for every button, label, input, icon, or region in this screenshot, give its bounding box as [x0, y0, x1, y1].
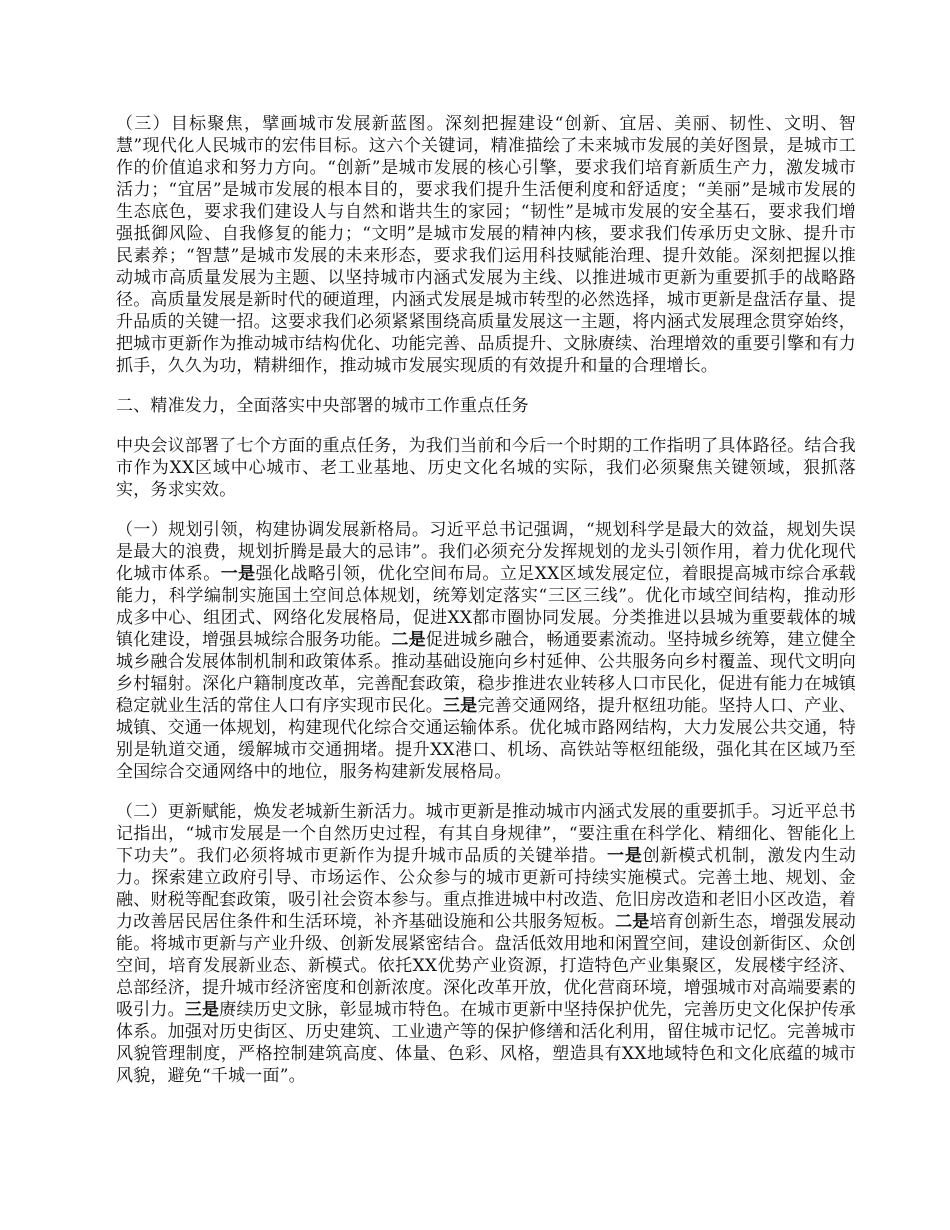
paragraph-intro [116, 435, 856, 501]
paragraph-text: 培育创新生态，增强发展动能。将城市更新与产业升级、创新发展紧密结合。盘活低效用地和闲置空间，建设创新街区、众创空间，培育发展新业态、新模式。依托XX优势产业资源，打造特色产业集聚区，发展楼宇经济、总部经济，提升城市经济密度和创新浓度。深化改革开放，优化营商环境，增强城市对高端要素的吸引力。 [116, 912, 856, 1020]
paragraph-text: 完善交通网络，提升枢纽功能。坚持人口、产业、城镇、交通一体规划，构建现代化综合交通运输体系。优化城市路网结构，大力发展公共交通，特别是轨道交通，缓解城市交通拥堵。提升XX港口、机场、高铁站等枢纽能级，强化其在区域乃至全国综合交通网络中的地位，服务构建新发展格局。 [116, 696, 856, 782]
bold-marker: 二是 [391, 630, 426, 650]
paragraph-text: （二）更新赋能，焕发老城新生新活力。城市更新是推动城市内涵式发展的重要抓手。习近平总书记指出，“城市发展是一个自然历史过程，有其自身规律”，“要注重在科学化、精细化、智能化上下功夫”。我们必须将城市更新作为提升城市品质的关键举措。 [116, 802, 856, 866]
bold-marker: 一是 [220, 564, 256, 584]
paragraph-goal-focus [116, 113, 856, 377]
document-body [116, 113, 856, 1105]
bold-marker: 一是 [606, 846, 643, 866]
paragraph-text: 中央会议部署了七个方面的重点任务，为我们当前和今后一个时期的工作指明了具体路径。结合我市作为XX区域中心城市、老工业基地、历史文化名城的实际，我们必须聚焦关键领域，狠抓落实，务求实效。 [116, 436, 856, 500]
paragraph-text: 强化战略引领，优化空间布局。立足XX区域发展定位，着眼提高城市综合承载能力，科学编制实施国土空间总体规划，统筹划定落实“三区三线”。优化市域空间结构，推动形成多中心、组团式、网络化发展格局，促进XX都市圈协同发展。分类推进以县城为重要载体的城镇化建设，增强县城综合服务功能。 [116, 564, 856, 650]
bold-marker: 三是 [184, 1000, 220, 1020]
paragraph-planning [116, 519, 856, 783]
paragraph-text: （一）规划引领，构建协调发展新格局。习近平总书记强调，“规划科学是最大的效益，规划失误是最大的浪费，规划折腾是最大的忌讳”。我们必须充分发挥规划的龙头引领作用，着力优化现代化城市体系。 [116, 520, 856, 584]
bold-marker: 三是 [442, 696, 478, 716]
paragraph-text: （三）目标聚焦，擘画城市发展新蓝图。深刻把握建设“创新、宜居、美丽、韧性、文明、智慧”现代化人民城市的宏伟目标。这六个关键词，精准描绘了未来城市发展的美好图景，是城市工作的价值追求和努力方向。“创新”是城市发展的核心引擎，要求我们培育新质生产力，激发城市活力；“宜居”是城市发展的根本目的，要求我们提升生活便利度和舒适度；“美丽”是城市发展的生态底色，要求我们建设人与自然和谐共生的家园；“韧性”是城市发展的安全基石，要求我们增强抵御风险、自我修复的能力；“文明”是城市发展的精神内核，要求我们传承历史文脉、提升市民素养；“智慧”是城市发展的未来形态，要求我们运用科技赋能治理、提升效能。深刻把握以推动城市高质量发展为主题、以坚持城市内涵式发展为主线、以推进城市更新为重要抓手的战略路径。高质量发展是新时代的硬道理，内涵式发展是城市转型的必然选择，城市更新是盘活存量、提升品质的关键一招。这要求我们必须紧紧围绕高质量发展这一主题，将内涵式发展理念贯穿始终，把城市更新作为推动城市结构优化、功能完善、品质提升、文脉赓续、治理增效的重要引擎和有力抓手，久久为功，精耕细作，推动城市发展实现质的有效提升和量的合理增长。 [116, 114, 856, 376]
paragraph-text: 促进城乡融合，畅通要素流动。坚持城乡统筹，建立健全城乡融合发展体制机制和政策体系。推动基础设施向乡村延伸、公共服务向乡村覆盖、现代文明向乡村辐射。深化户籍制度改革，完善配套政策，稳步推进农业转移人口市民化，促进有能力在城镇稳定就业生活的常住人口有序实现市民化。 [116, 630, 857, 716]
section-heading [116, 395, 856, 417]
bold-marker: 二是 [615, 912, 650, 932]
paragraph-text: 创新模式机制，激发内生动力。探索建立政府引导、市场运作、公众参与的城市更新可持续实施模式。完善土地、规划、金融、财税等配套政策，吸引社会资本参与。重点推进城中村改造、危旧房改造和老旧小区改造，着力改善居民居住条件和生活环境，补齐基础设施和公共服务短板。 [116, 846, 857, 932]
paragraph-text: 赓续历史文脉，彰显城市特色。在城市更新中坚持保护优先，完善历史文化保护传承体系。加强对历史街区、历史建筑、工业遗产等的保护修缮和活化利用，留住城市记忆。完善城市风貌管理制度，严格控制建筑高度、体量、色彩、风格，塑造具有XX地域特色和文化底蕴的城市风貌，避免“千城一面”。 [116, 1000, 856, 1086]
paragraph-renewal [116, 801, 856, 1087]
section-heading-text: 二、精准发力，全面落实中央部署的城市工作重点任务 [116, 396, 529, 416]
